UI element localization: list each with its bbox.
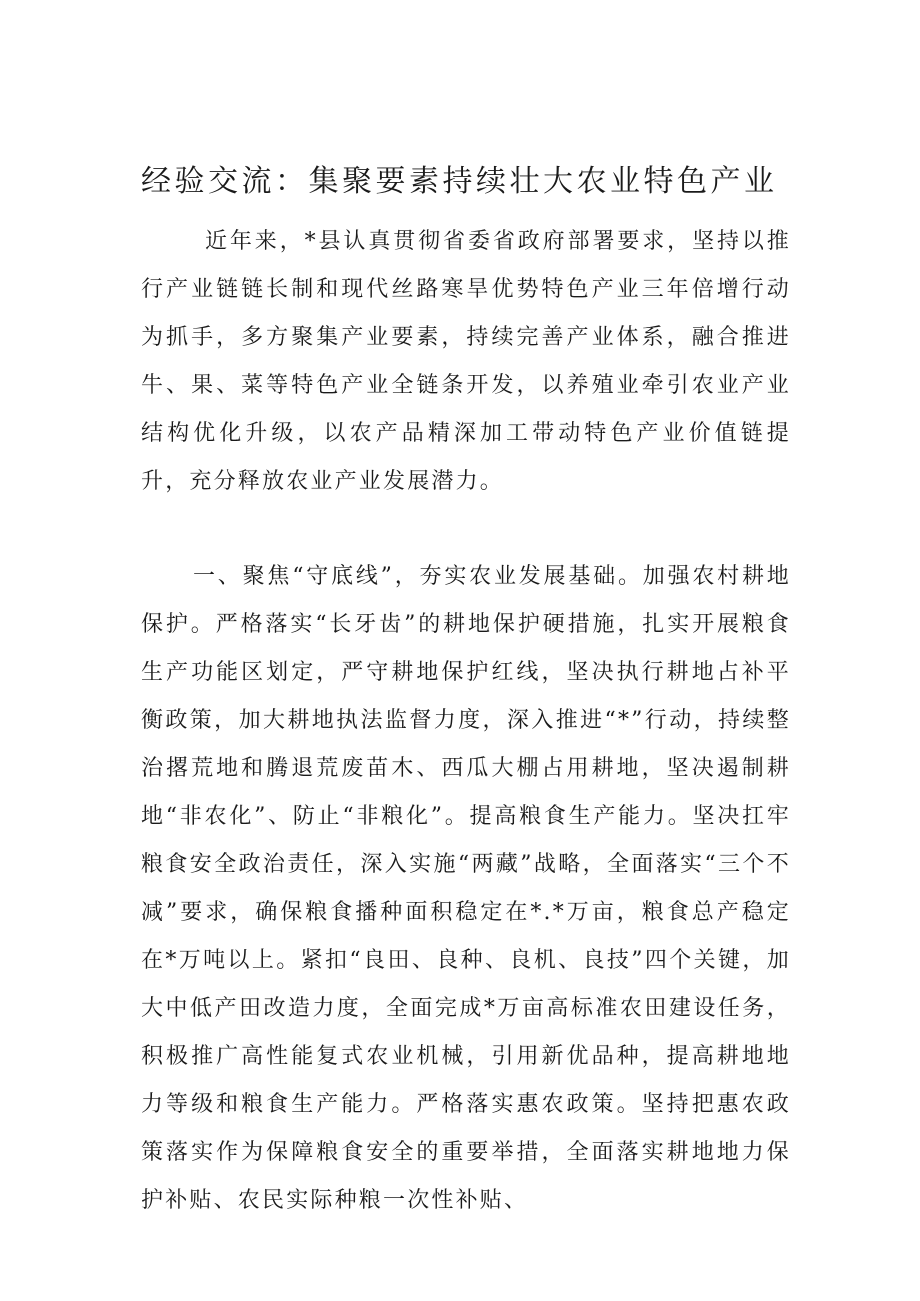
intro-paragraph: 近年来，*县认真贯彻省委省政府部署要求，坚持以推行产业链链长制和现代丝路寒旱优势特色产业三年倍增行动为抓手，多方聚集产业要素，持续完善产业体系，融合推进牛、果、菜等特色产业全链条开发，以养殖业牵引农业产业结构优化升级，以农产品精深加工带动特色产业价值链提升，充分释放农业产业发展潜力。	[141, 229, 791, 494]
section-one-paragraph: 一、聚焦“守底线”，夯实农业发展基础。加强农村耕地保护。严格落实“长牙齿”的耕地保护硬措施，扎实开展粮食生产功能区划定，严守耕地保护红线，坚决执行耕地占补平衡政策，加大耕地执法监督力度，深入推进“*”行动，持续整治撂荒地和腾退荒废苗木、西瓜大棚占用耕地，坚决遏制耕地“非农化”、防止“非粮化”。提高粮食生产能力。坚决扛牢粮食安全政治责任，深入实施“两藏”战略，全面落实“三个不减”要求，确保粮食播种面积稳定在*.*万亩，粮食总产稳定在*万吨以上。紧扣“良田、良种、良机、良技”四个关键，加大中低产田改造力度，全面完成*万亩高标准农田建设任务，积极推广高性能复式农业机械，引用新优品种，提高耕地地力等级和粮食生产能力。严格落实惠农政策。坚持把惠农政策落实作为保障粮食安全的重要举措，全面落实耕地地力保护补贴、农民实际种粮一次性补贴、	[141, 564, 791, 1213]
document-title: 经验交流：集聚要素持续壮大农业特色产业	[141, 164, 778, 200]
